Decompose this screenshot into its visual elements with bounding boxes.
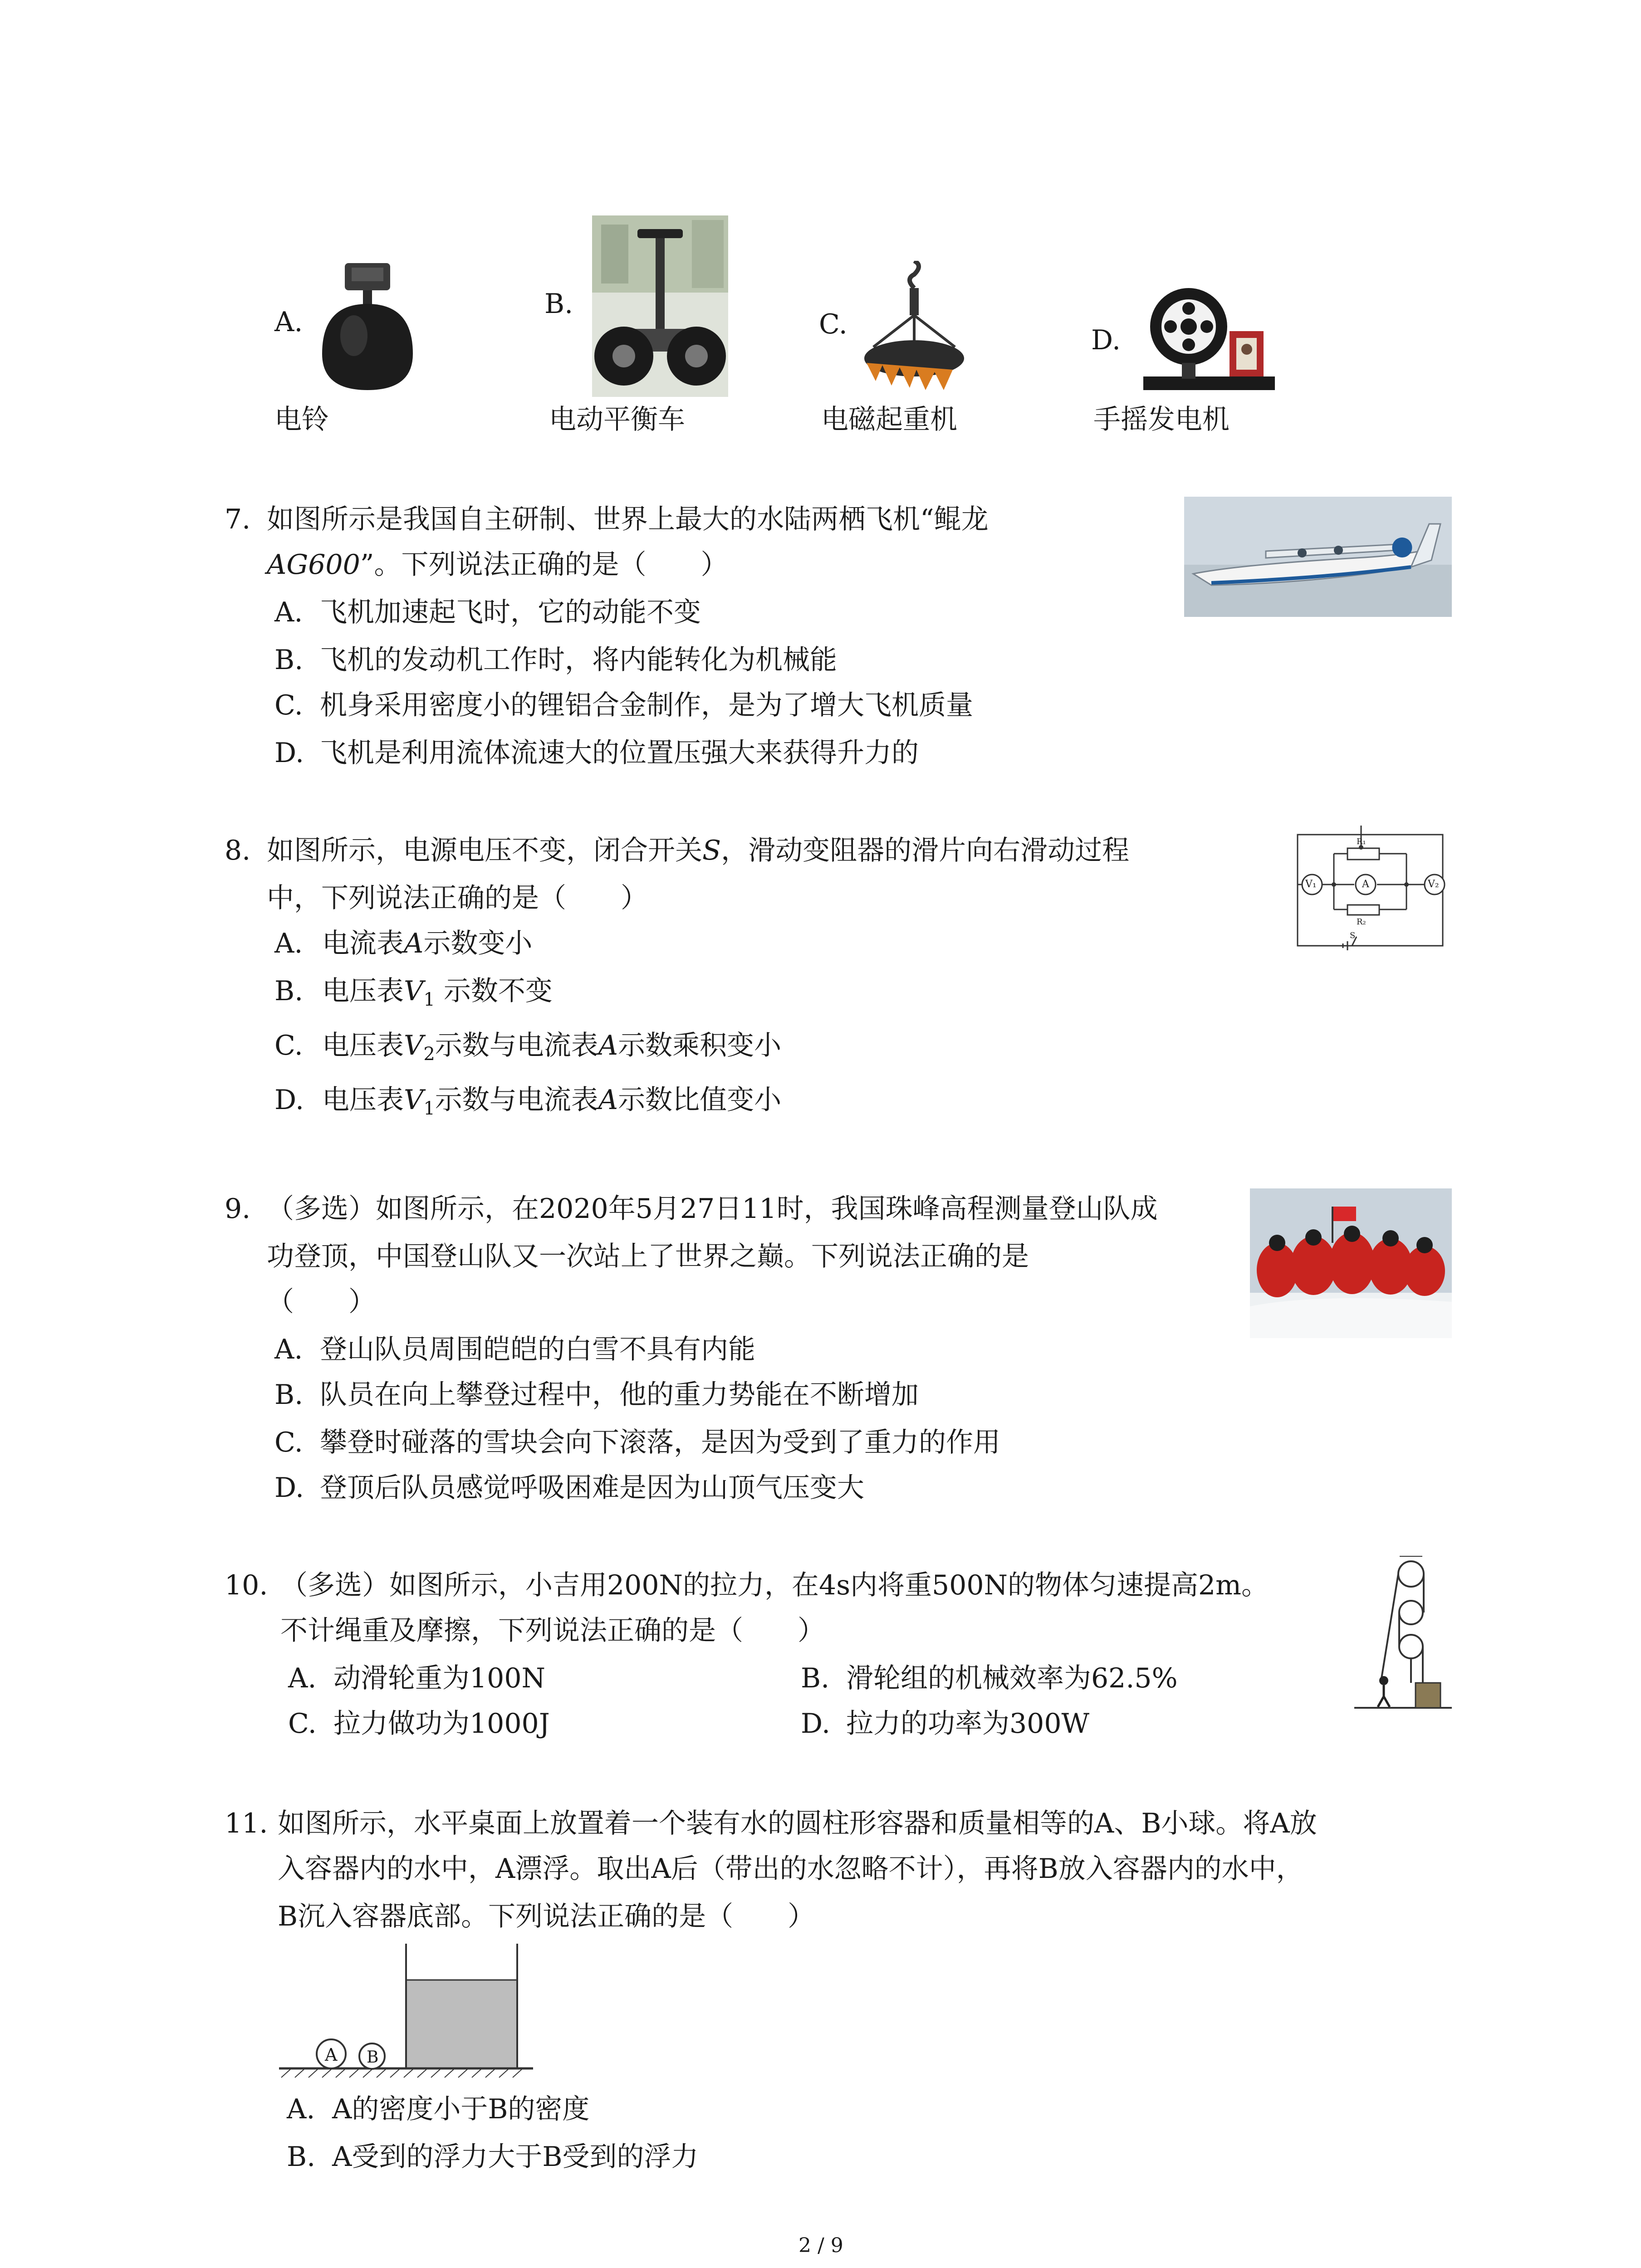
q10-option-b-letter: B. (801, 1662, 830, 1694)
pulley-system-diagram (1354, 1556, 1452, 1710)
q6-option-d-caption: 手摇发电机 (1093, 404, 1230, 435)
q8-option-c-letter: C. (274, 1030, 303, 1061)
q9-option-d-text: 登顶后队员感觉呼吸困难是因为山顶气压变大 (320, 1472, 864, 1504)
amphibious-aircraft-photo (1184, 497, 1452, 617)
q9-option-b-letter: B. (274, 1379, 304, 1411)
q7-option-c-text: 机身采用密度小的锂铝合金制作，是为了增大飞机质量 (320, 689, 973, 721)
q8-option-c-text (322, 1032, 781, 1063)
q8-option-d-part2: 示数与电流表 (435, 1084, 598, 1116)
q9-option-a-letter: A. (274, 1334, 303, 1365)
q8-option-c-symbol2: A (598, 1030, 618, 1061)
q10-stem-line1: （多选）如图所示，小吉用200N的拉力，在4s内将重500N的物体匀速提高2m。 (280, 1569, 1269, 1601)
electric-bell-icon (318, 259, 417, 395)
q10-option-c-text: 拉力做功为1000J (333, 1708, 550, 1740)
q9-stem-line2: 功登顶，中国登山队又一次站上了世界之巅。下列说法正确的是 (267, 1241, 1029, 1272)
q8-stem-line1-a: 如图所示，电源电压不变，闭合开关 (267, 835, 702, 866)
q7-model-code: AG600 (267, 549, 360, 581)
q9-option-b-text: 队员在向上攀登过程中，他的重力势能在不断增加 (320, 1379, 919, 1411)
q10-stem-line2: 不计绳重及摩擦，下列说法正确的是（ ） (280, 1615, 825, 1647)
q10-option-b-text: 滑轮组的机械效率为62.5% (846, 1662, 1178, 1694)
q7-option-d-letter: D. (274, 737, 304, 769)
q8-option-b-symbol: V (404, 975, 424, 1007)
q8-option-d-symbol: V (404, 1084, 424, 1116)
q9-number: 9. (225, 1193, 251, 1225)
circuit-voltmeter-v2-label: V₂ (1428, 879, 1439, 890)
q7-option-d-text: 飞机是利用流体流速大的位置压强大来获得升力的 (320, 737, 919, 769)
q7-option-c-letter: C. (274, 689, 303, 721)
balance-scooter-icon (592, 215, 728, 397)
q8-option-a-symbol: A (404, 928, 424, 959)
q7-option-b-text: 飞机的发动机工作时，将内能转化为机械能 (320, 644, 837, 676)
circuit-ammeter-label: A (1362, 879, 1369, 890)
page-number: 2 / 9 (798, 2234, 843, 2257)
q10-option-d-text: 拉力的功率为300W (846, 1708, 1090, 1740)
q8-option-a-part2: 示数变小 (423, 928, 533, 959)
hand-crank-generator-icon (1143, 286, 1275, 395)
q8-option-b-text (322, 975, 553, 1010)
q10-option-a-text: 动滑轮重为100N (333, 1662, 546, 1694)
q9-option-d-letter: D. (274, 1472, 304, 1504)
q9-option-a-text: 登山队员周围皑皑的白雪不具有内能 (320, 1334, 755, 1365)
ball-a-label: A (325, 2045, 338, 2065)
q8-option-d-symbol2: A (598, 1084, 618, 1116)
q6-option-b-letter: B. (544, 288, 573, 320)
q8-option-c-subscript: 2 (423, 1044, 435, 1065)
circuit-switch-label: S (1350, 931, 1356, 940)
q7-stem-line1: 如图所示是我国自主研制、世界上最大的水陆两栖飞机“鲲龙 (267, 503, 989, 535)
q8-option-b-letter: B. (274, 975, 304, 1007)
q8-option-c-part2: 示数与电流表 (435, 1030, 598, 1061)
q7-number: 7. (225, 503, 251, 535)
q8-circuit-diagram (1288, 826, 1452, 957)
q6-option-c-letter: C. (819, 308, 847, 340)
q11-stem-line1: 如图所示，水平桌面上放置着一个装有水的圆柱形容器和质量相等的A、B小球。将A放 (278, 1808, 1317, 1839)
q8-option-a-part1: 电流表 (322, 928, 404, 959)
electromagnetic-crane-icon (862, 261, 966, 397)
q8-option-a-text (322, 930, 532, 957)
q11-option-b-letter: B. (287, 2141, 316, 2173)
q8-option-b-part1: 电压表 (322, 975, 404, 1007)
q8-option-d-subscript: 1 (423, 1098, 435, 1119)
q10-option-c-letter: C. (288, 1708, 317, 1740)
q10-number: 10. (225, 1569, 268, 1601)
q7-option-b-letter: B. (274, 644, 304, 676)
q8-switch-symbol: S (702, 835, 721, 866)
q8-option-b-subscript: 1 (423, 989, 435, 1010)
mountaineering-team-photo (1250, 1188, 1452, 1338)
q6-option-b-caption: 电动平衡车 (549, 404, 685, 435)
q7-option-a-letter: A. (274, 596, 303, 628)
q6-option-d-letter: D. (1091, 324, 1121, 356)
q8-option-d-letter: D. (274, 1084, 304, 1116)
q11-stem-line3: B沉入容器底部。下列说法正确的是（ ） (278, 1901, 815, 1932)
q11-option-a-text: A的密度小于B的密度 (332, 2093, 590, 2125)
q6-option-a-caption: 电铃 (274, 404, 329, 435)
q10-option-a-letter: A. (288, 1662, 317, 1694)
q7-option-a-text: 飞机加速起飞时，它的动能不变 (320, 596, 701, 628)
q8-option-c-part3: 示数乘积变小 (618, 1030, 782, 1061)
q8-option-c-symbol: V (404, 1030, 424, 1061)
ball-b-label: B (367, 2048, 379, 2067)
q9-stem-line3: （ ） (267, 1286, 376, 1318)
q6-option-c-caption: 电磁起重机 (821, 404, 957, 435)
q8-stem-line2: 中，下列说法正确的是（ ） (267, 882, 648, 914)
q8-option-c-part1: 电压表 (322, 1030, 404, 1061)
q11-stem-line2: 入容器内的水中，A漂浮。取出A后（带出的水忽略不计），再将B放入容器内的水中， (278, 1853, 1303, 1885)
q8-option-d-part1: 电压表 (322, 1084, 404, 1116)
q8-stem-line1-b: ，滑动变阻器的滑片向右滑动过程 (721, 835, 1130, 866)
q9-option-c-text: 攀登时碰落的雪块会向下滚落，是因为受到了重力的作用 (320, 1427, 1000, 1458)
q8-option-d-part3: 示数比值变小 (618, 1084, 782, 1116)
q7-stem-line2 (267, 549, 728, 581)
q8-stem-line1 (267, 837, 1129, 864)
q9-option-c-letter: C. (274, 1427, 303, 1458)
q10-option-d-letter: D. (801, 1708, 831, 1740)
q11-option-a-letter: A. (287, 2093, 315, 2125)
q11-option-b-text: A受到的浮力大于B受到的浮力 (332, 2141, 699, 2173)
circuit-r1-label: R₁ (1357, 837, 1366, 846)
q8-number: 8. (225, 835, 251, 866)
circuit-r2-label: R₂ (1357, 917, 1366, 927)
container-balls-diagram (279, 1944, 533, 2080)
q9-stem-line1: （多选）如图所示，在2020年5月27日11时，我国珠峰高程测量登山队成 (267, 1193, 1158, 1225)
q8-option-d-text (322, 1086, 781, 1118)
q6-option-a-letter: A. (274, 306, 303, 338)
circuit-voltmeter-v1-label: V₁ (1305, 879, 1317, 890)
q8-option-a-letter: A. (274, 928, 303, 959)
q11-number: 11. (225, 1808, 268, 1839)
q7-stem-line2-rest: ”。下列说法正确的是（ ） (360, 549, 728, 581)
q8-option-b-part2: 示数不变 (435, 975, 553, 1007)
